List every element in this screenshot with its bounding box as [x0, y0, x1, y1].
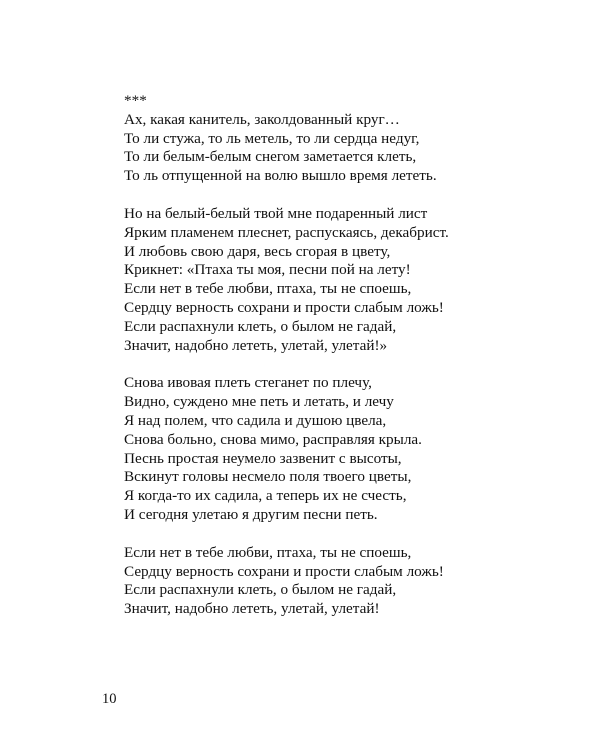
page-number: 10	[102, 691, 117, 707]
poem-stanza-4	[124, 544, 544, 619]
poem-line: Сердцу верность сохрани и прости слабым ложь!	[124, 298, 444, 316]
poem-line: Если распахнули клеть, о былом не гадай,	[124, 581, 397, 599]
poem-separator-block	[124, 92, 544, 186]
poem-line: То ли белым-белым снегом заметается клеть,	[124, 148, 417, 166]
poem-line: Ах, какая канитель, заколдованный круг…	[124, 110, 400, 128]
poem-line: Но на белый-белый твой мне подаренный лист	[124, 204, 428, 222]
poem-line: Крикнет: «Птаха ты моя, песни пой на лету!	[124, 261, 411, 279]
poem	[124, 92, 544, 619]
poem-line: Песнь простая неумело зазвенит с высоты,	[124, 449, 402, 467]
poem-line: Я когда-то их садила, а теперь их не счесть,	[124, 487, 407, 505]
poem-line: Если нет в тебе любви, птаха, ты не споешь,	[124, 280, 412, 298]
poem-line: Вскинут головы несмело поля твоего цветы,	[124, 468, 412, 486]
poem-line: Снова ивовая плеть стеганет по плечу,	[124, 374, 372, 392]
poem-line: И сегодня улетаю я другим песни петь.	[124, 505, 378, 523]
poem-separator: ***	[124, 92, 147, 109]
poem-line: Если распахнули клеть, о былом не гадай,	[124, 317, 397, 335]
poem-line: Снова больно, снова мимо, расправляя крыла.	[124, 430, 422, 448]
poem-line: Я над полем, что садила и душою цвела,	[124, 411, 387, 429]
poem-line: Значит, надобно лететь, улетай, улетай!»	[124, 336, 388, 354]
poem-line: То ли стужа, то ль метель, то ли сердца недуг,	[124, 129, 420, 147]
poem-line: Значит, надобно лететь, улетай, улетай!	[124, 600, 380, 618]
poem-line: И любовь свою даря, весь сгорая в цвету,	[124, 242, 391, 260]
poem-stanza-2	[124, 205, 544, 355]
poem-line: Ярким пламенем плеснет, распускаясь, декабрист.	[124, 223, 449, 241]
poem-stanza-3	[124, 374, 544, 524]
poem-line: Если нет в тебе любви, птаха, ты не споешь,	[124, 543, 412, 561]
poem-line: Сердцу верность сохрани и прости слабым ложь!	[124, 562, 444, 580]
poem-line: То ль отпущенной на волю вышло время лететь.	[124, 167, 437, 185]
poem-line: Видно, суждено мне петь и летать, и лечу	[124, 393, 394, 411]
